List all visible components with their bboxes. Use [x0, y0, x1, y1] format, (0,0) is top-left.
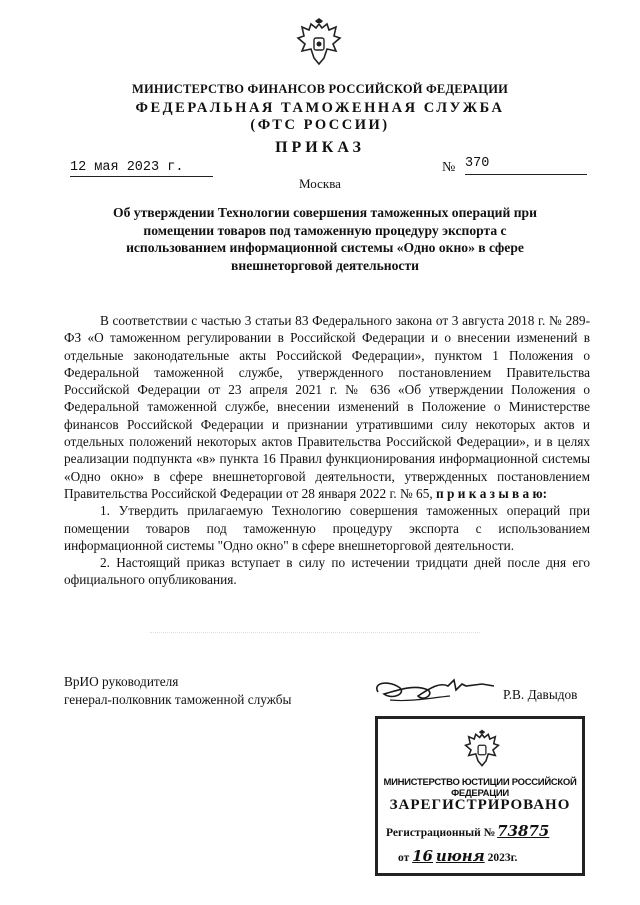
stamp-day: 16 [412, 847, 433, 865]
preamble-paragraph [64, 312, 590, 502]
service-name: ФЕДЕРАЛЬНАЯ ТАМОЖЕННАЯ СЛУЖБА [135, 100, 505, 116]
stamp-date-prefix: от [398, 852, 410, 864]
order-word: п р и к а з ы в а ю: [436, 485, 548, 501]
order-number: 370 [465, 156, 587, 175]
faint-bleedthrough [150, 632, 480, 641]
stamp-year-suffix: г. [510, 852, 518, 864]
signatory-name: Р.В. Давыдов [503, 687, 578, 702]
item-2: 2. Настоящий приказ вступает в силу по истечении тридцати дней после дня его официального опубликования. [64, 555, 590, 588]
stamp-coat-of-arms-icon [464, 729, 500, 771]
stamp-date-line [398, 847, 517, 865]
signatory-position [64, 673, 291, 709]
stamp-reg-number: 73875 [497, 822, 550, 840]
service-short-name: (ФТС РОССИИ) [250, 117, 390, 133]
coat-of-arms-icon [296, 18, 342, 70]
stamp-year: 2023 [487, 852, 511, 864]
ministry-name: МИНИСТЕРСТВО ФИНАНСОВ РОССИЙСКОЙ ФЕДЕРАЦИИ [131, 82, 509, 96]
document-title: Об утверждении Технологии совершения таможенных операций при помещении товаров под таможенную процедуру экспорта с использованием информационной системы «Одно окно» в сфере внешнеторговой деятельности [113, 205, 537, 273]
item-1: 1. Утвердить прилагаемую Технологию совершения таможенных операций при помещении товаров под таможенную процедуру экспорта с использованием информационной системы "Одно окно" в сфере внешнеторговой деятельности. [64, 503, 590, 553]
number-label: № [442, 160, 456, 175]
preamble-text: В соответствии с частью 3 статьи 83 Федерального закона от 3 августа 2018 г. № 289-ФЗ «О таможенном регулировании в Российской Федерации и о внесении изменений в отдельные законодательные акты Российской Федерации», пунктом 1 Положения о Федеральной таможенной службе, утвержденного постановлением Правительства Российской Федерации от 23 апреля 2021 г. № 636 «Об утверждении Положения о Федеральной таможенной службе, внесении изменений в Положение о Министерстве финансов Российской Федерации и признании утратившими силу некоторых актов и отдельных положений некоторых актов Правительства Российской Федерации», и в целях реализации подпункта «в» пункта 16 Правил функционирования информационной системы «Одно окно» в сфере внешнеторговой деятельности, утвержденных постановлением Правительства Российской Федерации от 28 января 2022 г. № 65, [64, 313, 590, 501]
document-type: ПРИКАЗ [275, 139, 365, 156]
order-date: 12 мая 2023 г. [70, 160, 213, 177]
stamp-status: ЗАРЕГИСТРИРОВАНО [389, 797, 571, 813]
document-body [64, 312, 590, 589]
stamp-reg-label: Регистрационный № [386, 827, 496, 839]
position-line-2: генерал-полковник таможенной службы [64, 692, 292, 707]
stamp-month: июня [435, 847, 485, 865]
stamp-registration-line [386, 822, 549, 840]
registration-stamp [375, 716, 585, 876]
position-line-1: ВрИО руководителя [64, 674, 179, 689]
city: Москва [299, 176, 341, 191]
stamp-ministry: МИНИСТЕРСТВО ЮСТИЦИИ РОССИЙСКОЙ ФЕДЕРАЦИИ [383, 777, 577, 799]
handwritten-signature-icon [370, 672, 500, 712]
